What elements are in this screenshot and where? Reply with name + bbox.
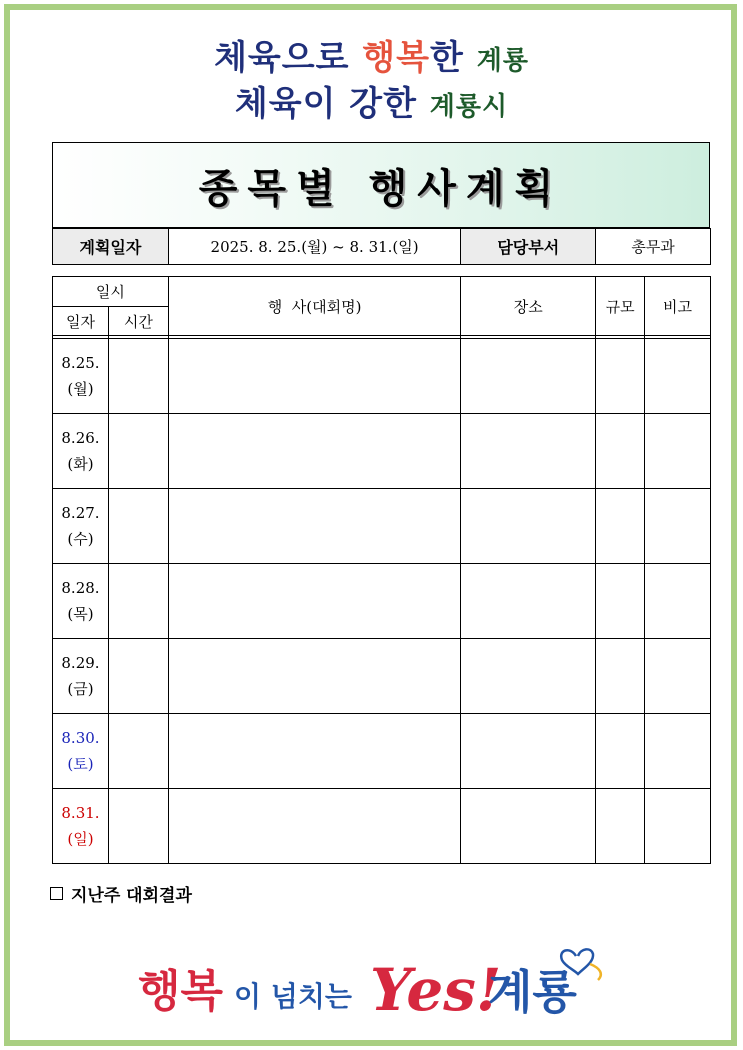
dept-value: 총무과 <box>596 229 711 265</box>
place-cell[interactable] <box>461 339 596 414</box>
table-row <box>53 789 711 864</box>
place-cell[interactable] <box>461 414 596 489</box>
date-text: 8.27. <box>61 504 100 522</box>
last-week-section <box>50 881 192 906</box>
info-table <box>52 228 711 265</box>
scale-cell[interactable] <box>596 489 645 564</box>
time-cell[interactable] <box>108 639 168 714</box>
event-cell[interactable] <box>168 414 461 489</box>
place-cell[interactable] <box>461 789 596 864</box>
place-cell[interactable] <box>461 639 596 714</box>
note-cell[interactable] <box>645 414 711 489</box>
logo-text-happiness: 행복 <box>138 966 224 1017</box>
event-cell[interactable] <box>168 339 461 414</box>
event-cell[interactable] <box>168 489 461 564</box>
table-row <box>53 564 711 639</box>
date-cell <box>53 564 109 639</box>
date-text: 8.26. <box>61 429 100 447</box>
scale-cell[interactable] <box>596 789 645 864</box>
checkbox-icon <box>50 887 63 900</box>
header-place: 장소 <box>461 277 596 336</box>
date-cell <box>53 489 109 564</box>
time-cell[interactable] <box>108 789 168 864</box>
place-cell[interactable] <box>461 564 596 639</box>
slogan-line-1 <box>0 30 743 79</box>
note-cell[interactable] <box>645 564 711 639</box>
date-text: 8.30. <box>61 729 100 747</box>
place-cell[interactable] <box>461 489 596 564</box>
weekday-text: (수) <box>67 530 94 548</box>
table-row <box>53 339 711 414</box>
note-cell[interactable] <box>645 339 711 414</box>
weekday-text: (금) <box>67 680 94 698</box>
weekday-text: (화) <box>67 455 94 473</box>
swoosh-icon <box>590 964 601 980</box>
table-row <box>53 639 711 714</box>
schedule-table <box>52 276 711 864</box>
event-cell[interactable] <box>168 564 461 639</box>
table-row <box>53 489 711 564</box>
time-cell[interactable] <box>108 714 168 789</box>
header-datetime: 일시 <box>53 277 169 307</box>
dept-label: 담당부서 <box>461 229 596 265</box>
slogan-word: 체육 <box>234 84 303 124</box>
time-cell[interactable] <box>108 489 168 564</box>
header-time: 시간 <box>108 307 168 336</box>
logo-text-yes: Yes! <box>370 956 502 1024</box>
table-row <box>53 414 711 489</box>
time-cell[interactable] <box>108 564 168 639</box>
scale-cell[interactable] <box>596 339 645 414</box>
logo-text-gyeryong: 계룡 <box>488 965 577 1019</box>
header-note: 비고 <box>645 277 711 336</box>
date-cell <box>53 714 109 789</box>
event-cell[interactable] <box>168 639 461 714</box>
slogan-word: 행복 <box>362 38 430 78</box>
slogan-line-2 <box>0 76 743 125</box>
date-cell <box>53 339 109 414</box>
weekday-text: (토) <box>67 755 94 773</box>
weekday-text: (월) <box>67 380 94 398</box>
event-cell[interactable] <box>168 714 461 789</box>
time-cell[interactable] <box>108 414 168 489</box>
weekday-text: (목) <box>67 605 94 623</box>
note-cell[interactable] <box>645 489 711 564</box>
header-scale: 규모 <box>596 277 645 336</box>
note-cell[interactable] <box>645 789 711 864</box>
date-cell <box>53 639 109 714</box>
scale-cell[interactable] <box>596 414 645 489</box>
table-row <box>53 714 711 789</box>
date-text: 8.28. <box>61 579 100 597</box>
date-text: 8.31. <box>61 804 100 822</box>
logo-text-overflowing: 이 넘치는 <box>234 980 352 1013</box>
scale-cell[interactable] <box>596 714 645 789</box>
slogan-word: 계룡 <box>476 46 529 76</box>
plan-date-value: 2025. 8. 25.(월) ~ 8. 31.(일) <box>168 229 461 265</box>
footer-logo <box>138 944 608 1024</box>
scale-cell[interactable] <box>596 564 645 639</box>
page-title: 종목별 행사계획 <box>198 165 564 212</box>
header-event: 행 사(대회명) <box>168 277 461 336</box>
note-cell[interactable] <box>645 639 711 714</box>
note-cell[interactable] <box>645 714 711 789</box>
plan-date-label: 계획일자 <box>53 229 169 265</box>
date-text: 8.25. <box>61 354 100 372</box>
date-text: 8.29. <box>61 654 100 672</box>
date-cell <box>53 414 109 489</box>
slogan-word: 이 강한 <box>302 84 417 124</box>
header-date: 일자 <box>53 307 109 336</box>
scale-cell[interactable] <box>596 639 645 714</box>
slogan-word: 체육으로 <box>214 38 350 78</box>
slogan-word: 한 <box>430 38 464 78</box>
place-cell[interactable] <box>461 714 596 789</box>
slogan-word: 계룡시 <box>429 92 509 122</box>
event-cell[interactable] <box>168 789 461 864</box>
title-box <box>52 142 710 228</box>
last-week-label: 지난주 대회결과 <box>71 886 192 906</box>
time-cell[interactable] <box>108 339 168 414</box>
date-cell <box>53 789 109 864</box>
weekday-text: (일) <box>67 830 94 848</box>
